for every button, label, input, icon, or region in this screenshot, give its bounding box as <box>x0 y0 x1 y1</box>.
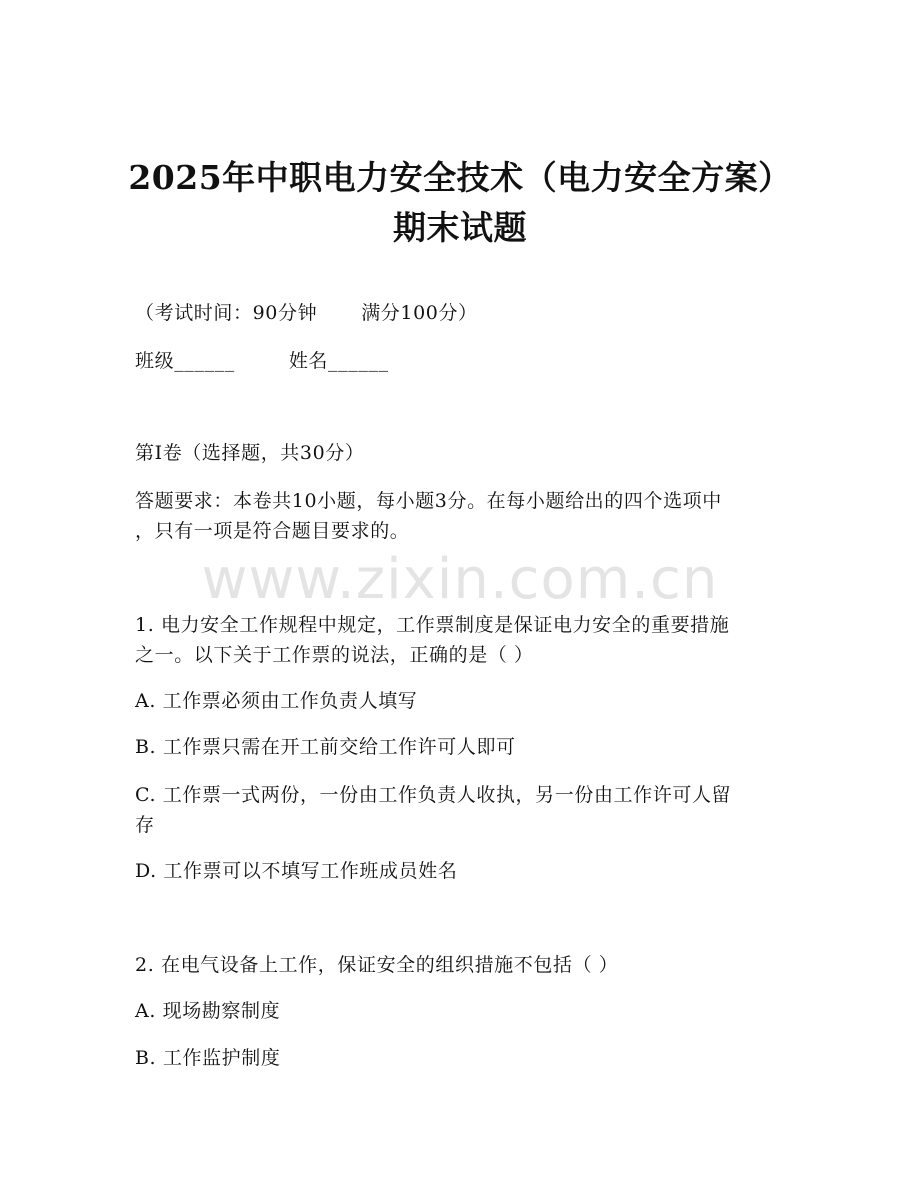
question-1-option-c-line-2: 存 <box>135 814 155 836</box>
section-instructions-line-2: ，只有一项是符合题目要求的。 <box>135 520 410 542</box>
name-field: 姓名______ <box>288 350 389 372</box>
question-1-option-a: A. 工作票必须由工作负责人填写 <box>135 690 418 712</box>
site-watermark: www.zixin.com.cn <box>201 547 719 612</box>
document-title-line-1: 2025年中职电力安全技术（电力安全方案） <box>128 158 792 197</box>
question-1-option-c-line-1: C. 工作票一式两份，一份由工作负责人收执，另一份由工作许可人留 <box>135 784 732 806</box>
section-instructions-line-1: 答题要求：本卷共10小题，每小题3分。在每小题给出的四个选项中 <box>135 490 722 512</box>
student-fields <box>135 346 785 376</box>
exam-time: （考试时间：90分钟 <box>135 302 318 324</box>
exam-info <box>135 298 785 328</box>
question-2-stem-line-1: 2. 在电气设备上工作，保证安全的组织措施不包括（ ） <box>135 954 619 976</box>
document-title-line-2: 期末试题 <box>393 208 527 247</box>
question-2-option-a: A. 现场勘察制度 <box>135 1000 281 1022</box>
question-1-stem-line-1: 1. 电力安全工作规程中规定，工作票制度是保证电力安全的重要措施 <box>135 614 730 636</box>
question-2-option-b: B. 工作监护制度 <box>135 1047 281 1069</box>
exam-score: 满分100分） <box>361 302 478 324</box>
question-1-stem-line-2: 之一。以下关于工作票的说法，正确的是（ ） <box>135 644 534 666</box>
question-1-option-d: D. 工作票可以不填写工作班成员姓名 <box>135 860 458 882</box>
question-1-option-b: B. 工作票只需在开工前交给工作许可人即可 <box>135 736 516 758</box>
class-field: 班级______ <box>135 350 235 372</box>
section-heading: 第I卷（选择题，共30分） <box>135 442 365 464</box>
